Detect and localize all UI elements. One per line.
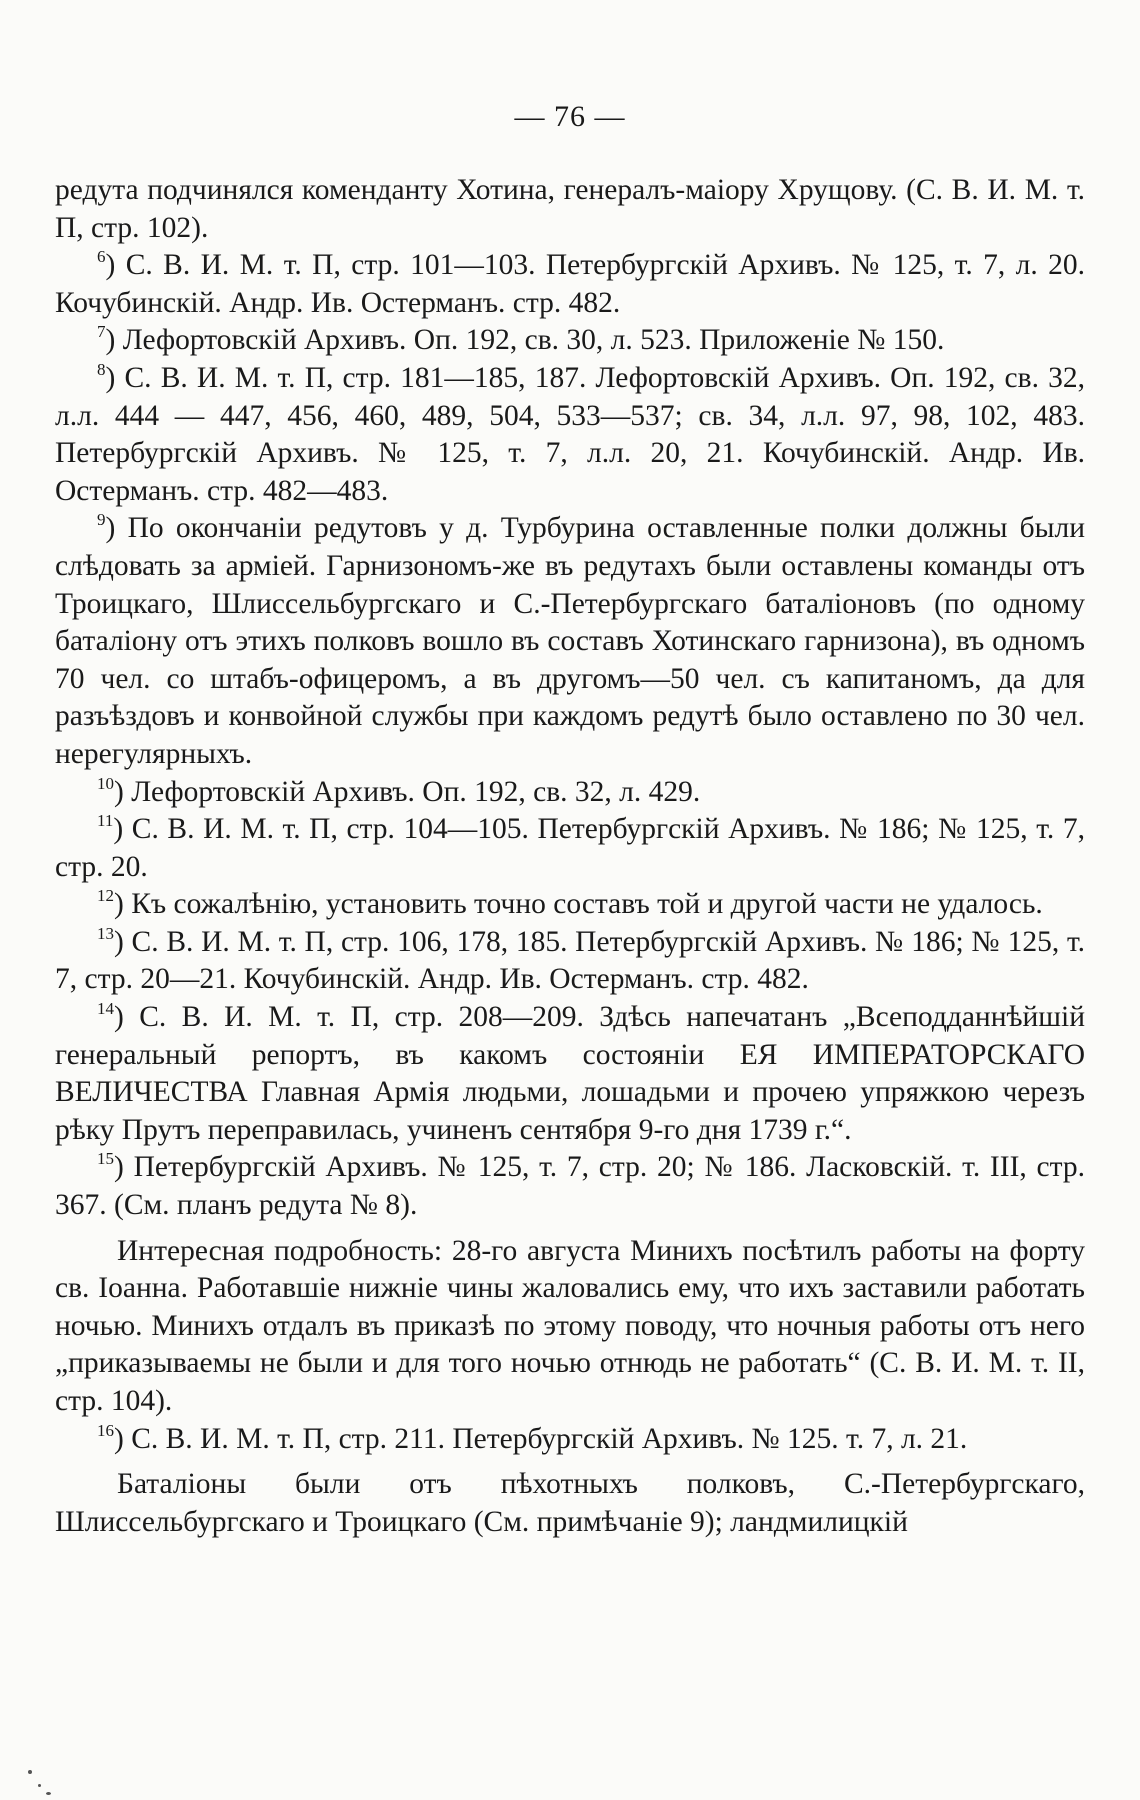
page-number: — 76 — bbox=[514, 100, 626, 133]
footnote-15: $^{15}$) Петербургскій Архивъ. № 125, т. 7, стр. 20; № 186. Ласковскій. т. III, стр. 367. (См. планъ редута № 8). bbox=[55, 1149, 1085, 1222]
paragraph-text: Баталіоны были отъ пѣхотныхъ полковъ, С.-Петербургскаго, Шлиссельбургскаго и Троицкаго (См. примѣчаніе 9); ландмилицкій bbox=[55, 1468, 1085, 1538]
footnote-marker: 12 bbox=[97, 886, 114, 906]
footnote-text: Петербургскій Архивъ. № 125, т. 7, стр. 20; № 186. Ласковскій. т. III, стр. 367. (См. планъ редута № 8). bbox=[55, 1151, 1085, 1222]
footnote-marker: 14 bbox=[97, 999, 114, 1019]
footnote-marker: 8 bbox=[97, 359, 106, 379]
footnote-marker: 10 bbox=[97, 773, 114, 793]
footnote-text: С. В. И. М. т. П, стр. 106, 178, 185. Петербургскій Архивъ. № 186; № 125, т. 7, стр. 20—21. Кочубинскій. Андр. Ив. Остерманъ. стр. 482. bbox=[55, 925, 1085, 996]
footnote-13: $^{13}$) С. В. И. М. т. П, стр. 106, 178, 185. Петербургскій Архивъ. № 186; № 125, т. 7, стр. 20—21. Кочубинскій. Андр. Ив. Остерманъ. стр. 482. bbox=[55, 923, 1085, 996]
footnote-16: $^{16}$) С. В. И. М. т. П, стр. 211. Петербургскій Архивъ. № 125. т. 7, л. 21. bbox=[97, 1420, 968, 1455]
footnote-12: $^{12}$) Къ сожалѣнію, установить точно составъ той и другой части не удалось. bbox=[97, 886, 1043, 921]
footnote-text: Къ сожалѣнію, установить точно составъ той и другой части не удалось. bbox=[131, 888, 1043, 921]
footnote-8: $^8$) С. В. И. М. т. П, стр. 181—185, 187. Лефортовскій Архивъ. Оп. 192, св. 32, л.л. 444 — 447, 456, 460, 489, 504, 533—537; св. 34, л.л. 97, 98, 102, 483. Петербургскій Архивъ. № 125, т. 7, л.л. 20, 21. Кочубинскій. Андр. Ив. Остерманъ. стр. 482—483. bbox=[55, 359, 1085, 507]
page-content bbox=[55, 172, 1085, 1541]
footnote-text: По окончаніи редутовъ у д. Турбурина оставленные полки должны были слѣдовать за арміей. Гарнизономъ-же въ редутахъ были оставлены команды отъ Троицкаго, Шлиссельбургскаго и С.-Петербургскаго баталіоновъ (по одному баталіону отъ этихъ полковъ вошло въ составъ Хотинскаго гарнизона), въ одномъ 70 чел. со штабъ-офицеромъ, а въ другомъ—50 чел. съ капитаномъ, да для разъѣздовъ и конвойной службы при каждомъ редутѣ было оставлено по 30 чел. нерегулярныхъ. bbox=[55, 512, 1086, 770]
footnote-marker: 13 bbox=[97, 923, 114, 943]
footnote-marker: 6 bbox=[97, 247, 106, 267]
footnote-marker: 16 bbox=[97, 1420, 114, 1440]
footnote-text: С. В. И. М. т. П, стр. 101—103. Петербургскій Архивъ. № 125, т. 7, л. 20. Кочубинскій. Андр. Ив. Остерманъ. стр. 482. bbox=[55, 249, 1086, 319]
footnote-marker: 11 bbox=[97, 811, 114, 831]
footnote-14: $^{14}$) С. В. И. М. т. П, стр. 208—209. Здѣсь напечатанъ „Всеподданнѣйшій генеральный репортъ, въ какомъ состояніи ЕЯ ИМПЕРАТОРСКАГО ВЕЛИЧЕСТВА Главная Армія людьми, лошадьми и прочею упряжкою черезъ рѣку Прутъ переправилась, учиненъ сентября 9-го дня 1739 г.“. bbox=[55, 999, 1086, 1146]
footnote-text: С. В. И. М. т. П, стр. 211. Петербургскій Архивъ. № 125. т. 7, л. 21. bbox=[131, 1422, 968, 1455]
scan-speck bbox=[38, 1784, 41, 1787]
footnote-9: $^9$) По окончаніи редутовъ у д. Турбурина оставленные полки должны были слѣдовать за арміей. Гарнизономъ-же въ редутахъ были оставлены команды отъ Троицкаго, Шлиссельбургскаго и С.-Петербургскаго баталіоновъ (по одному баталіону отъ этихъ полковъ вошло въ составъ Хотинскаго гарнизона), въ одномъ 70 чел. со штабъ-офицеромъ, а въ другомъ—50 чел. съ капитаномъ, да для разъѣздовъ и конвойной службы при каждомъ редутѣ было оставлено по 30 чел. нерегулярныхъ. bbox=[55, 510, 1086, 770]
scan-speck bbox=[28, 1770, 32, 1774]
paragraph-text: редута подчинялся коменданту Хотина, генералъ-маіору Хрущову. (С. В. И. М. т. П, стр. 102). bbox=[55, 174, 1085, 244]
footnote-marker: 7 bbox=[97, 322, 106, 342]
footnote-11: $^{11}$) С. В. И. М. т. П, стр. 104—105. Петербургскій Архивъ. № 186; № 125, т. 7, стр. 20. bbox=[55, 811, 1085, 883]
footnote-text: С. В. И. М. т. П, стр. 104—105. Петербургскій Архивъ. № 186; № 125, т. 7, стр. 20. bbox=[55, 813, 1085, 883]
footnote-marker: 15 bbox=[97, 1149, 114, 1169]
footnote-7: $^7$) Лефортовскій Архивъ. Оп. 192, св. 30, л. 523. Приложеніе № 150. bbox=[97, 322, 945, 357]
footnote-text: С. В. И. М. т. П, стр. 208—209. Здѣсь напечатанъ „Всеподданнѣйшій генеральный репортъ, въ какомъ состояніи ЕЯ ИМПЕРАТОРСКАГО ВЕЛИЧЕСТВА Главная Армія людьми, лошадьми и прочею упряжкою черезъ рѣку Прутъ переправилась, учиненъ сентября 9-го дня 1739 г.“. bbox=[55, 1001, 1086, 1146]
footnote-text: С. В. И. М. т. П, стр. 181—185, 187. Лефортовскій Архивъ. Оп. 192, св. 32, л.л. 444 — 447, 456, 460, 489, 504, 533—537; св. 34, л.л. 97, 98, 102, 483. Петербургскій Архивъ. № 125, т. 7, л.л. 20, 21. Кочубинскій. Андр. Ив. Остерманъ. стр. 482—483. bbox=[55, 361, 1085, 507]
footnote-text: Лефортовскій Архивъ. Оп. 192, св. 32, л. 429. bbox=[131, 775, 701, 808]
scan-speck bbox=[46, 1792, 51, 1795]
footnote-6: $^6$) С. В. И. М. т. П, стр. 101—103. Петербургскій Архивъ. № 125, т. 7, л. 20. Кочубинскій. Андр. Ив. Остерманъ. стр. 482. bbox=[55, 247, 1086, 319]
footnote-10: $^{10}$) Лефортовскій Архивъ. Оп. 192, св. 32, л. 429. bbox=[97, 773, 701, 808]
paragraph-text: Интересная подробность: 28-го августа Минихъ посѣтилъ работы на форту св. Іоанна. Работавшіе нижніе чины жаловались ему, что ихъ заставили работать ночью. Минихъ отдалъ въ приказѣ по этому поводу, что ночныя работы отъ него „приказываемы не были и для того ночью отнюдь не работать“ (С. В. И. М. т. II, стр. 104). bbox=[55, 1234, 1085, 1417]
footnote-text: Лефортовскій Архивъ. Оп. 192, св. 30, л. 523. Приложеніе № 150. bbox=[122, 324, 945, 357]
body-paragraph bbox=[55, 1466, 1085, 1541]
body-paragraph bbox=[55, 1233, 1085, 1421]
paragraph-continuation bbox=[55, 172, 1085, 247]
footnote-marker: 9 bbox=[97, 510, 106, 530]
